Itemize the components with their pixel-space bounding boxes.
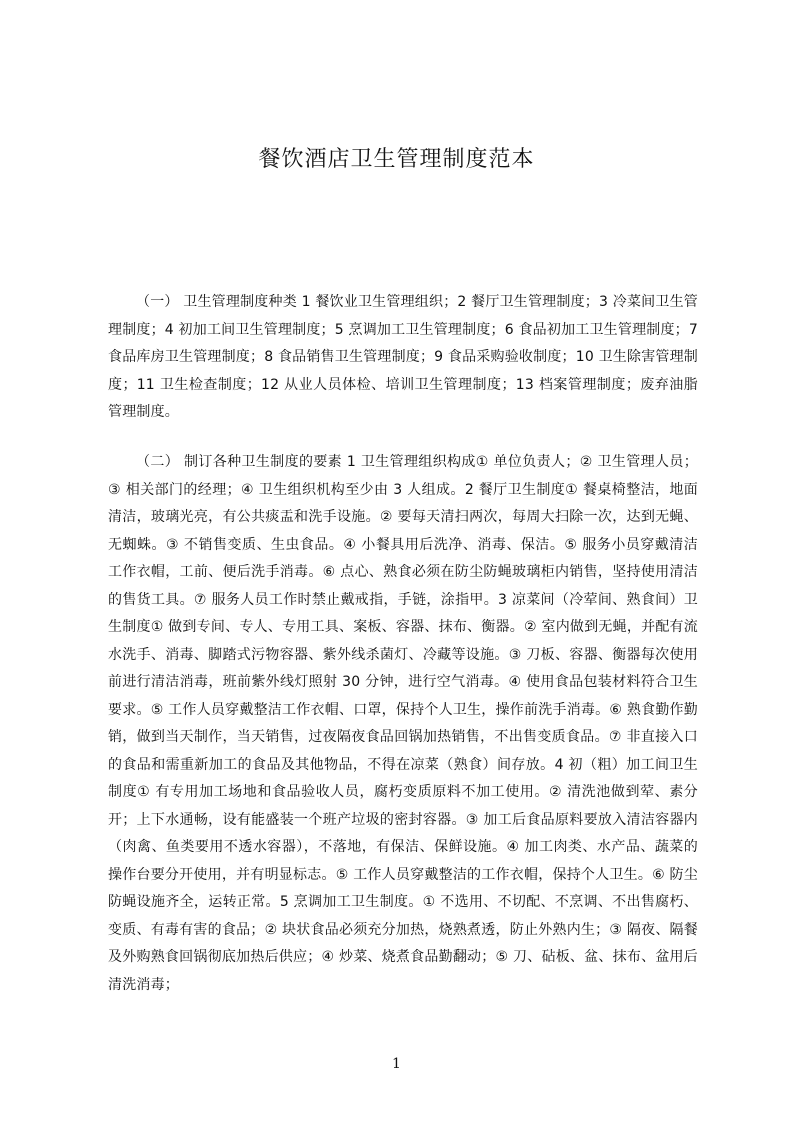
paragraph-hygiene-system-types: （一） 卫生管理制度种类 1 餐饮业卫生管理组织；2 餐厅卫生管理制度；3 冷菜间卫生管理制度；4 初加工间卫生管理制度；5 烹调加工卫生管理制度；6 食品初加工卫生管理制度；7 食品库房卫生管理制度；8 食品销售卫生管理制度；9 食品采购验收制度；10 卫生除害管理制度；11 卫生检查制度；12 从业人员体检、培训卫生管理制度；13 档案管理制度；废弃油脂管理制度。 bbox=[108, 294, 698, 420]
paragraph-hygiene-system-elements: （二） 制订各种卫生制度的要素 1 卫生管理组织构成① 单位负责人；② 卫生管理人员；③ 相关部门的经理；④ 卫生组织机构至少由 3 人组成。2 餐厅卫生制度① 餐桌椅整洁，地面清洁，玻璃光亮，有公共痰盂和洗手设施。② 要每天清扫两次，每周大扫除一次，达到无蝇、无蜘蛛。③ 不销售变质、生虫食品。④ 小餐具用后洗净、消毒、保洁。⑤ 服务小员穿戴清洁工作衣帽，工前、便后洗手消毒。⑥ 点心、熟食必须在防尘防蝇玻璃柜内销售，坚持使用清洁的售货工具。⑦ 服务人员工作时禁止戴戒指，手链，涂指甲。3 凉菜间（冷荤间、熟食间）卫生制度① 做到专间、专人、专用工具、案板、容器、抹布、衡器。② 室内做到无蝇，并配有流水洗手、消毒、脚踏式污物容器、紫外线杀菌灯、冷藏等设施。③ 刀板、容器、衡器每次使用前进行清洁消毒，班前紫外线灯照射 30 分钟，进行空气消毒。④ 使用食品包装材料符合卫生要求。⑤ 工作人员穿戴整洁工作衣帽、口罩，保持个人卫生，操作前洗手消毒。⑥ 熟食勤作勤销，做到当天制作，当天销售，过夜隔夜食品回锅加热销售，不出售变质食品。⑦ 非直接入口的食品和需重新加工的食品及其他物品，不得在凉菜（熟食）间存放。4 初（粗）加工间卫生制度① 有专用加工场地和食品验收人员，腐朽变质原料不加工使用。② 清洗池做到荤、素分开；上下水通畅，设有能盛装一个班产垃圾的密封容器。③ 加工后食品原料要放入清洁容器内（肉禽、鱼类要用不透水容器），不落地，有保洁、保鲜设施。④ 加工肉类、水产品、蔬菜的操作台要分开使用，并有明显标志。⑤ 工作人员穿戴整洁的工作衣帽，保持个人卫生。⑥ 防尘防蝇设施齐全，运转正常。5 烹调加工卫生制度。① 不选用、不切配、不烹调、不出售腐朽、变质、有毒有害的食品；② 块状食品必须充分加热，烧熟煮透，防止外熟内生；③ 隔夜、隔餐及外购熟食回锅彻底加热后供应；④ 炒菜、烧煮食品勤翻动；⑤ 刀、砧板、盆、抹布、盆用后清洗消毒； bbox=[108, 454, 698, 993]
page-number: 1 bbox=[392, 1056, 401, 1072]
document-title: 餐饮酒店卫生管理制度范本 bbox=[258, 147, 535, 172]
